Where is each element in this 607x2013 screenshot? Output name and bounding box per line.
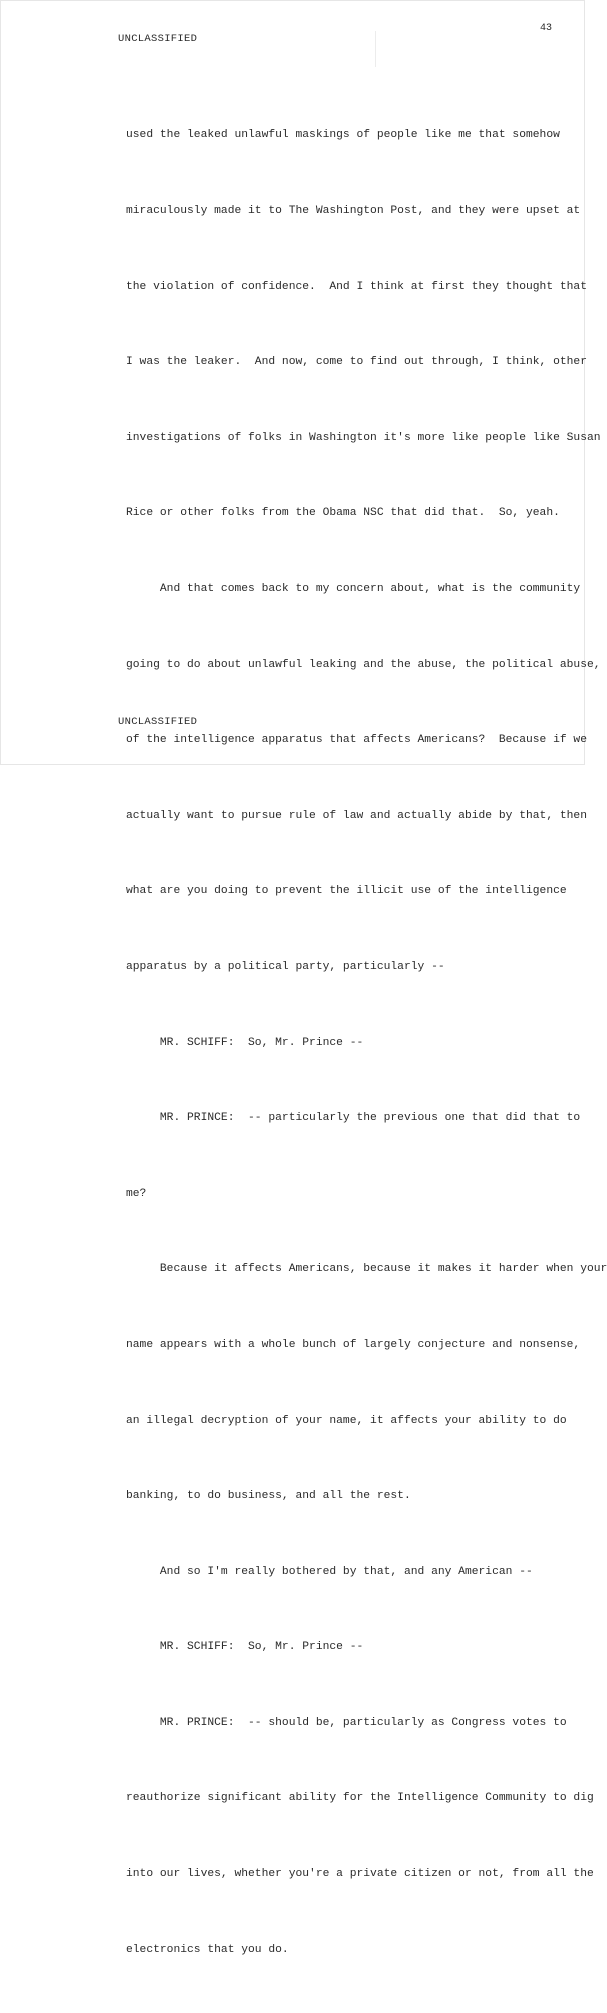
transcript-line: And that comes back to my concern about, what is the community xyxy=(126,582,581,595)
transcript-line: into our lives, whether you're a private citizen or not, from all the xyxy=(126,1868,594,1881)
transcript-line: me? xyxy=(126,1187,147,1200)
transcript-line: Rice or other folks from the Obama NSC that did that. So, yeah. xyxy=(126,507,560,520)
transcript-line: Because it affects Americans, because it makes it harder when your xyxy=(126,1263,607,1276)
transcript-line: MR. SCHIFF: So, Mr. Prince -- xyxy=(126,1036,364,1049)
scan-artifact xyxy=(375,31,376,67)
page-number: 43 xyxy=(539,23,552,34)
transcript-line: electronics that you do. xyxy=(126,1943,289,1956)
transcript-line: miraculously made it to The Washington Post, and they were upset at xyxy=(126,205,581,217)
transcript-line: investigations of folks in Washington it's more like people like Susan xyxy=(126,431,601,444)
classification-header: UNCLASSIFIED xyxy=(118,33,198,45)
transcript-line: going to do about unlawful leaking and the abuse, the political abuse, xyxy=(126,658,601,671)
transcript-line: name appears with a whole bunch of largely conjecture and nonsense, xyxy=(126,1338,581,1351)
transcript-line: an illegal decryption of your name, it affects your ability to do xyxy=(126,1414,567,1427)
transcript-line: I was the leaker. And now, come to find out through, I think, other xyxy=(126,356,587,369)
transcript-line: MR. PRINCE: -- should be, particularly as Congress votes to xyxy=(126,1716,567,1729)
transcript-line: of the intelligence apparatus that affects Americans? Because if we xyxy=(126,734,587,747)
transcript-line: what are you doing to prevent the illicit use of the intelligence xyxy=(126,885,567,898)
transcript-line: reauthorize significant ability for the Intelligence Community to dig xyxy=(126,1792,594,1805)
transcript-body xyxy=(126,73,607,2013)
transcript-line: MR. PRINCE: -- particularly the previous one that did that to xyxy=(126,1112,581,1125)
transcript-line: the violation of confidence. And I think at first they thought that xyxy=(126,280,587,293)
transcript-line: banking, to do business, and all the rest. xyxy=(126,1490,411,1503)
transcript-line: MR. SCHIFF: So, Mr. Prince -- xyxy=(126,1641,364,1654)
classification-footer: UNCLASSIFIED xyxy=(118,716,198,728)
transcript-line: apparatus by a political party, particularly -- xyxy=(126,960,445,973)
transcript-line: actually want to pursue rule of law and actually abide by that, then xyxy=(126,809,587,822)
transcript-line: And so I'm really bothered by that, and any American -- xyxy=(126,1565,533,1578)
transcript-line: used the leaked unlawful maskings of people like me that somehow xyxy=(126,129,560,142)
